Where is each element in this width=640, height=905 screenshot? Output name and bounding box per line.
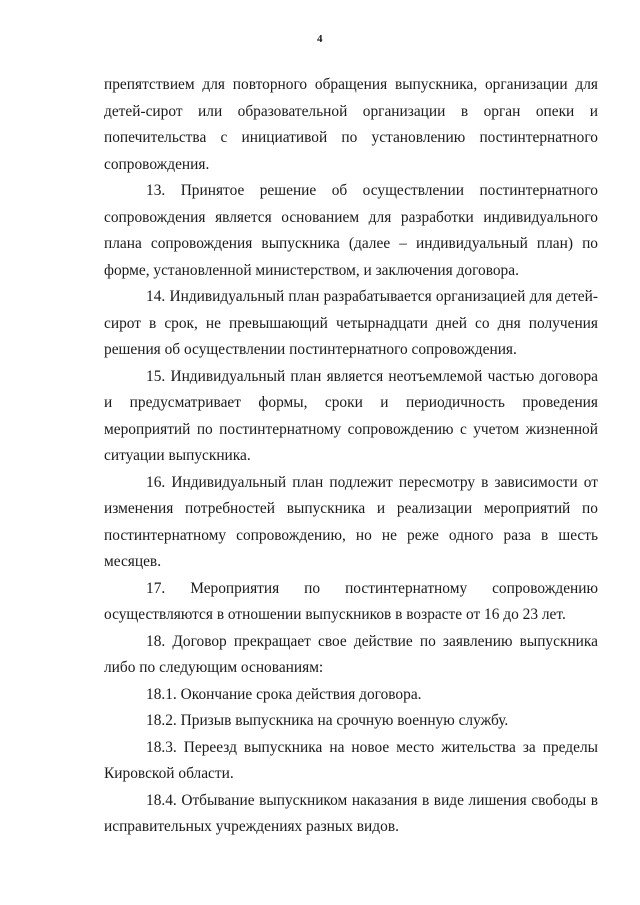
paragraph-16: 16. Индивидуальный план подлежит пересмотру в зависимости от изменения потребностей выпускника и реализации мероприятий по постинтернатному сопровождению, но не реже одного раза в шесть месяцев. [104, 473, 598, 570]
paragraph-continuation: препятствием для повторного обращения выпускника, организации для детей-сирот или образовательной организации в орган опеки и попечительства с инициативой по установлению постинтернатного сопровождения. [104, 76, 598, 173]
document-body [104, 72, 598, 841]
paragraph-13: 13. Принятое решение об осуществлении постинтернатного сопровождения является основанием для разработки индивидуального плана сопровождения выпускника (далее – индивидуальный план) по форме, установленной министерством, и заключения договора. [104, 182, 598, 279]
paragraph-17: 17. Мероприятия по постинтернатному сопровождению осуществляются в отношении выпускников в возрасте от 16 до 23 лет. [104, 579, 598, 623]
paragraph-14: 14. Индивидуальный план разрабатывается организацией для детей-сирот в срок, не превышающий четырнадцати дней со дня получения решения об осуществлении постинтернатного сопровождения. [104, 288, 598, 358]
paragraph-18-4: 18.4. Отбывание выпускником наказания в виде лишения свободы в исправительных учреждениях разных видов. [104, 791, 598, 835]
paragraph-18-2: 18.2. Призыв выпускника на срочную военную службу. [146, 712, 509, 729]
paragraph-18-3: 18.3. Переезд выпускника на новое место жительства за пределы Кировской области. [104, 738, 598, 782]
paragraph-18: 18. Договор прекращает свое действие по заявлению выпускника либо по следующим основаниям: [104, 632, 598, 676]
paragraph-15: 15. Индивидуальный план является неотъемлемой частью договора и предусматривает формы, сроки и периодичность проведения мероприятий по постинтернатному сопровождению с учетом жизненной ситуации выпускника. [104, 367, 598, 464]
paragraph-18-1: 18.1. Окончание срока действия договора. [146, 685, 422, 703]
page-number: 4 [317, 33, 323, 45]
